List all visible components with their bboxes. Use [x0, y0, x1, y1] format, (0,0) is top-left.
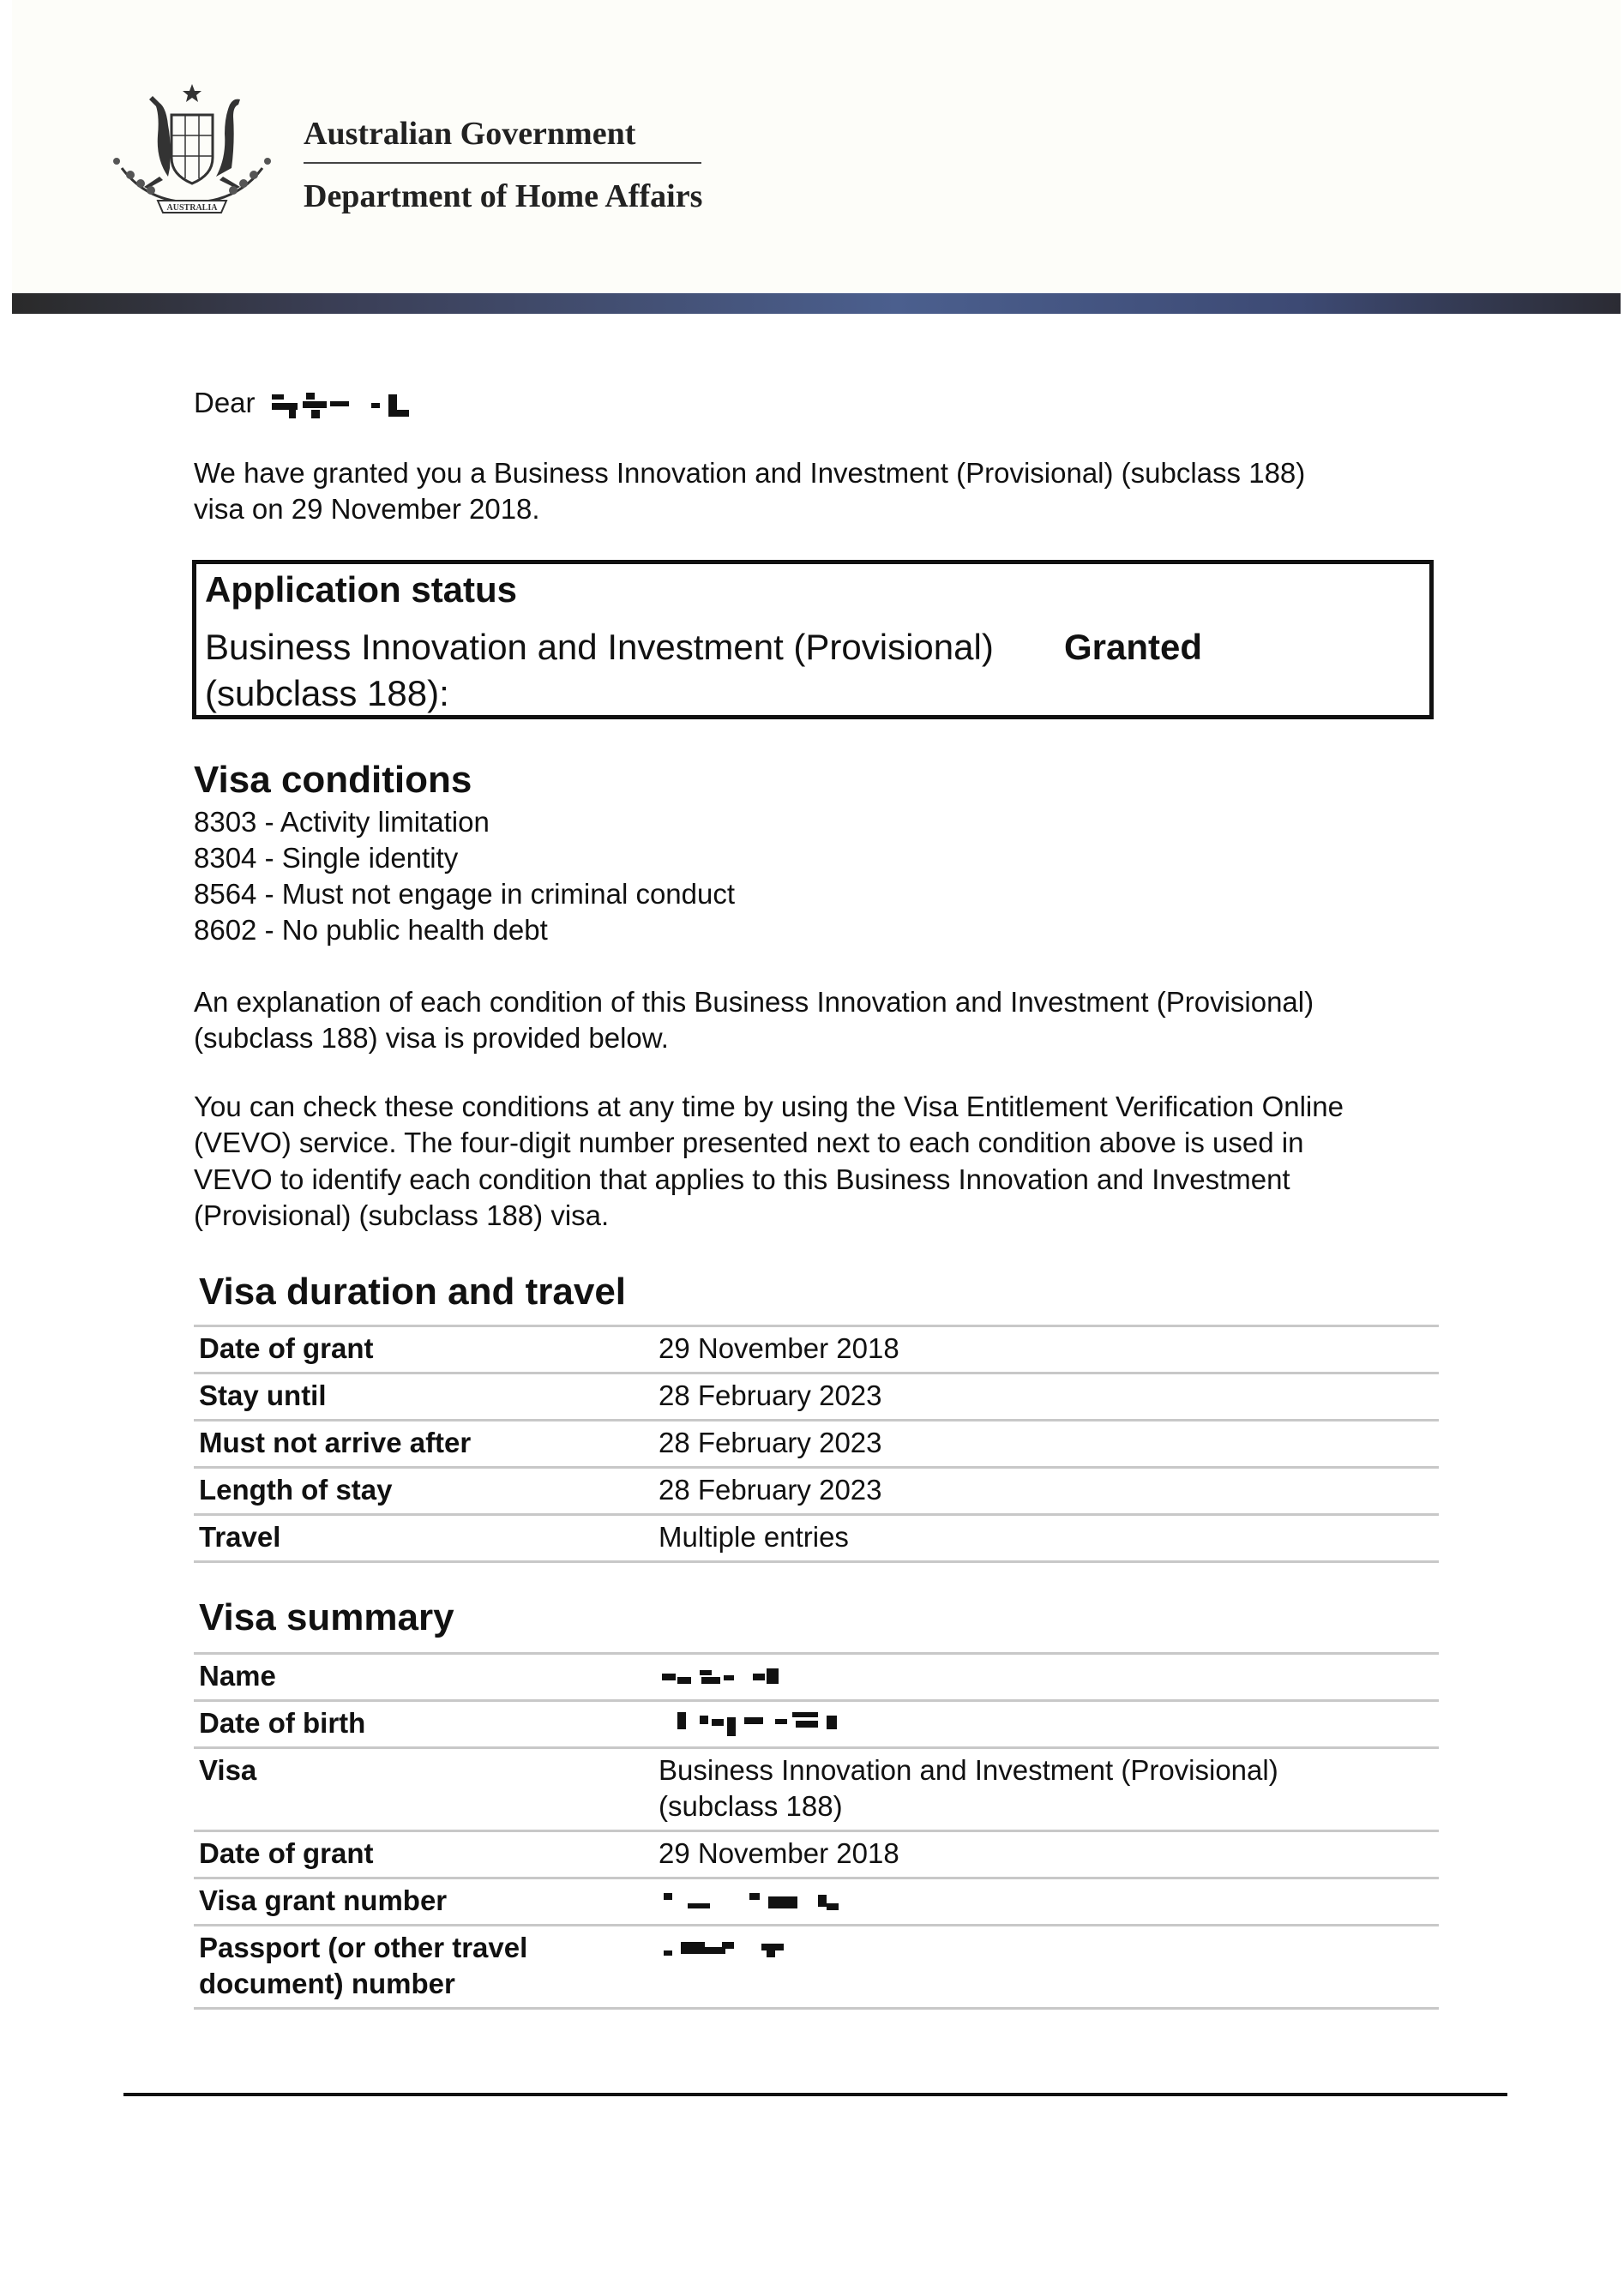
- table-row: [194, 1832, 1439, 1879]
- row-label: Date of grant: [199, 1332, 374, 1364]
- visa-conditions-title: Visa conditions: [194, 759, 472, 801]
- table-row: [194, 1702, 1439, 1749]
- row-label: Visa grant number: [199, 1884, 448, 1916]
- row-value: [659, 1930, 830, 1976]
- vevo-line-3: VEVO to identify each condition that applies to this Business Innovation and Investment: [194, 1163, 1290, 1195]
- application-status-visa-line-1: Business Innovation and Investment (Provisional): [205, 627, 994, 667]
- row-value-line-1: Business Innovation and Investment (Provisional): [659, 1754, 1278, 1786]
- application-status-title: Application status: [205, 569, 518, 610]
- row-label: Name: [199, 1660, 276, 1692]
- row-label: Date of grant: [199, 1837, 374, 1869]
- redacted-grant-number-value: [659, 1883, 907, 1920]
- row-value: [659, 1883, 907, 1929]
- application-status-value: Granted: [1064, 627, 1203, 667]
- row-label-line-2: document) number: [199, 1968, 455, 1999]
- row-label: Length of stay: [199, 1474, 393, 1506]
- row-value-line-2: (subclass 188): [659, 1790, 843, 1822]
- redacted-dob-value: [659, 1705, 890, 1743]
- table-row: [194, 1469, 1439, 1516]
- table-row: [194, 1879, 1439, 1926]
- explanation-line-2: (subclass 188) visa is provided below.: [194, 1022, 669, 1054]
- intro-line-2: visa on 29 November 2018.: [194, 493, 540, 525]
- row-label: [199, 1930, 527, 2002]
- row-label: Travel: [199, 1521, 281, 1553]
- application-status-box: [192, 560, 1434, 719]
- condition-item: 8303 - Activity limitation: [194, 806, 490, 838]
- vevo-line-2: (VEVO) service. The four-digit number presented next to each condition above is used in: [194, 1127, 1304, 1158]
- redacted-name: [268, 388, 423, 422]
- row-label: Stay until: [199, 1379, 327, 1411]
- vevo-line-1: You can check these conditions at any time by using the Visa Entitlement Verification Online: [194, 1091, 1344, 1122]
- salutation: [194, 385, 423, 422]
- visa-duration-table: [194, 1325, 1439, 1563]
- table-row: [194, 1516, 1439, 1563]
- explanation-line-1: An explanation of each condition of this Business Innovation and Investment (Provisional): [194, 986, 1314, 1018]
- footer-divider: [123, 2093, 1507, 2096]
- vevo-line-4: (Provisional) (subclass 188) visa.: [194, 1199, 610, 1231]
- table-row: [194, 1327, 1439, 1374]
- intro-line-1: We have granted you a Business Innovation and Investment (Provisional) (subclass 188): [194, 457, 1306, 489]
- condition-item: 8304 - Single identity: [194, 842, 459, 874]
- row-value: 29 November 2018: [659, 1332, 899, 1364]
- coat-of-arms-icon: [96, 82, 288, 219]
- application-status-visa-line-2: (subclass 188):: [205, 673, 449, 713]
- table-row: [194, 1421, 1439, 1469]
- row-label-line-1: Passport (or other travel: [199, 1932, 528, 1963]
- row-value: [659, 1705, 890, 1752]
- header-banner-bar: [12, 293, 1621, 314]
- government-name: Australian Government: [304, 116, 636, 152]
- condition-item: 8564 - Must not engage in criminal conduct: [194, 878, 736, 910]
- row-label: Visa: [199, 1754, 257, 1786]
- department-name: Department of Home Affairs: [304, 178, 703, 214]
- visa-conditions-list: [194, 804, 735, 948]
- row-label: Must not arrive after: [199, 1427, 472, 1458]
- row-value: 29 November 2018: [659, 1837, 899, 1869]
- header-divider: [304, 162, 701, 164]
- salutation-text: Dear: [194, 387, 256, 418]
- visa-duration-title: Visa duration and travel: [199, 1271, 627, 1313]
- table-row: [194, 1926, 1439, 2010]
- redacted-passport-number-value: [659, 1930, 830, 1968]
- row-value: 28 February 2023: [659, 1427, 882, 1458]
- visa-summary-table: [194, 1652, 1439, 2010]
- table-row: [194, 1749, 1439, 1832]
- redacted-name-value: [659, 1658, 890, 1696]
- visa-summary-title: Visa summary: [199, 1596, 454, 1638]
- row-value: [659, 1658, 890, 1704]
- condition-item: 8602 - No public health debt: [194, 914, 548, 946]
- row-value: Multiple entries: [659, 1521, 849, 1553]
- row-value: 28 February 2023: [659, 1379, 882, 1411]
- row-label: Date of birth: [199, 1707, 366, 1739]
- application-status-visa: [205, 624, 994, 717]
- row-value: 28 February 2023: [659, 1474, 882, 1506]
- table-row: [194, 1655, 1439, 1702]
- row-value: [659, 1752, 1278, 1824]
- table-row: [194, 1374, 1439, 1421]
- crest-scroll-text: AUSTRALIA: [166, 203, 218, 213]
